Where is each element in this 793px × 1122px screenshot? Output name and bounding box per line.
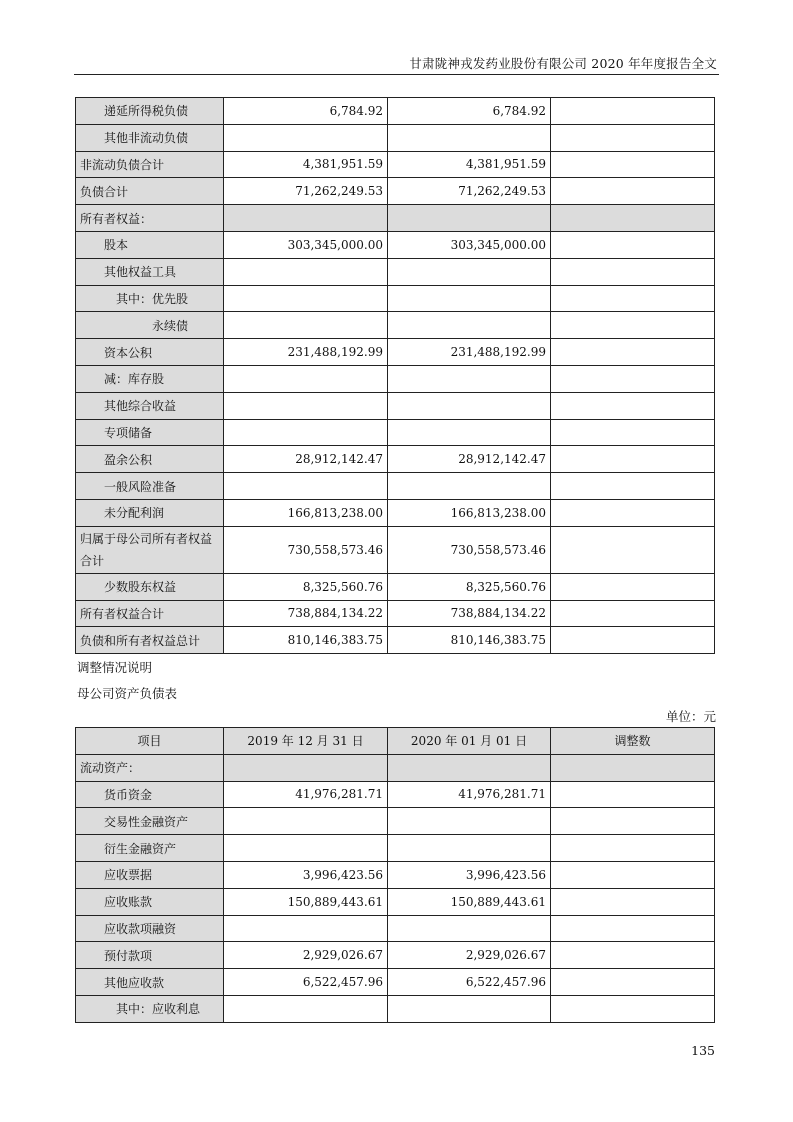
row-label: 应收账款: [76, 888, 224, 915]
table-row: [76, 969, 715, 996]
cell-2020-01-01: [388, 915, 551, 942]
cell-adjustment: [551, 573, 715, 600]
row-label: 货币资金: [76, 781, 224, 808]
cell-adjustment: [551, 446, 715, 473]
row-label: 其中：优先股: [76, 285, 224, 312]
consolidated-balance-sheet-continued-table: [75, 97, 715, 654]
cell-2019-12-31: [224, 312, 388, 339]
table-row: [76, 526, 715, 573]
cell-2019-12-31: [224, 205, 388, 232]
cell-adjustment: [551, 969, 715, 996]
page-number: 135: [691, 1043, 715, 1058]
cell-2019-12-31: 150,889,443.61: [224, 888, 388, 915]
row-label: 其他非流动负债: [76, 124, 224, 151]
cell-2019-12-31: 2,929,026.67: [224, 942, 388, 969]
cell-2019-12-31: 6,522,457.96: [224, 969, 388, 996]
row-label: 减：库存股: [76, 365, 224, 392]
cell-2019-12-31: [224, 835, 388, 862]
row-label: 预付款项: [76, 942, 224, 969]
cell-2020-01-01: 8,325,560.76: [388, 573, 551, 600]
table-row: [76, 419, 715, 446]
table-row: [76, 231, 715, 258]
cell-adjustment: [551, 205, 715, 232]
cell-adjustment: [551, 627, 715, 654]
header-divider: [74, 74, 719, 75]
table-row: [76, 392, 715, 419]
row-label: 负债和所有者权益总计: [76, 627, 224, 654]
cell-2020-01-01: 4,381,951.59: [388, 151, 551, 178]
cell-adjustment: [551, 178, 715, 205]
adjustment-note-heading: 调整情况说明: [77, 660, 153, 675]
row-label: 衍生金融资产: [76, 835, 224, 862]
header-adjustment: 调整数: [551, 728, 715, 755]
cell-2020-01-01: 2,929,026.67: [388, 942, 551, 969]
cell-2020-01-01: 150,889,443.61: [388, 888, 551, 915]
row-label: 所有者权益合计: [76, 600, 224, 627]
row-label: 资本公积: [76, 339, 224, 366]
row-label: 归属于母公司所有者权益合计: [76, 526, 224, 573]
table-row: [76, 781, 715, 808]
unit-label: 单位：元: [665, 709, 716, 724]
table-row: [76, 98, 715, 125]
row-label: 其他综合收益: [76, 392, 224, 419]
row-label: 其他应收款: [76, 969, 224, 996]
cell-2020-01-01: [388, 754, 551, 781]
cell-2019-12-31: [224, 808, 388, 835]
row-label: 其他权益工具: [76, 258, 224, 285]
cell-adjustment: [551, 339, 715, 366]
row-label: 递延所得税负债: [76, 98, 224, 125]
cell-adjustment: [551, 754, 715, 781]
cell-2020-01-01: 810,146,383.75: [388, 627, 551, 654]
cell-2019-12-31: 810,146,383.75: [224, 627, 388, 654]
table-row: [76, 573, 715, 600]
cell-adjustment: [551, 808, 715, 835]
row-label: 盈余公积: [76, 446, 224, 473]
cell-2019-12-31: 8,325,560.76: [224, 573, 388, 600]
table-row: [76, 627, 715, 654]
cell-adjustment: [551, 312, 715, 339]
table-row: [76, 339, 715, 366]
cell-2020-01-01: [388, 419, 551, 446]
row-label: 非流动负债合计: [76, 151, 224, 178]
cell-adjustment: [551, 124, 715, 151]
cell-adjustment: [551, 98, 715, 125]
cell-2020-01-01: 231,488,192.99: [388, 339, 551, 366]
cell-2019-12-31: 738,884,134.22: [224, 600, 388, 627]
header-2020-01-01: 2020 年 01 月 01 日: [388, 728, 551, 755]
cell-2019-12-31: 303,345,000.00: [224, 231, 388, 258]
cell-adjustment: [551, 915, 715, 942]
table-row: [76, 888, 715, 915]
cell-2019-12-31: [224, 995, 388, 1022]
row-label: 其中：应收利息: [76, 995, 224, 1022]
table-row: [76, 178, 715, 205]
section-label: 流动资产：: [76, 754, 224, 781]
header-2019-12-31: 2019 年 12 月 31 日: [224, 728, 388, 755]
row-label: 专项储备: [76, 419, 224, 446]
table-row: [76, 915, 715, 942]
cell-2020-01-01: [388, 285, 551, 312]
row-label: 永续债: [76, 312, 224, 339]
cell-2020-01-01: [388, 205, 551, 232]
table-row: [76, 151, 715, 178]
table-row: [76, 285, 715, 312]
row-label: 一般风险准备: [76, 473, 224, 500]
row-label: 应收款项融资: [76, 915, 224, 942]
row-label: 股本: [76, 231, 224, 258]
cell-adjustment: [551, 285, 715, 312]
table-row: [76, 312, 715, 339]
cell-adjustment: [551, 258, 715, 285]
table-row: [76, 835, 715, 862]
cell-2020-01-01: [388, 808, 551, 835]
table-row: [76, 473, 715, 500]
row-label: 未分配利润: [76, 499, 224, 526]
cell-2019-12-31: 166,813,238.00: [224, 499, 388, 526]
cell-adjustment: [551, 888, 715, 915]
cell-2020-01-01: 6,522,457.96: [388, 969, 551, 996]
table-header-row: [76, 728, 715, 755]
table-section-row: [76, 754, 715, 781]
cell-adjustment: [551, 231, 715, 258]
cell-2020-01-01: 166,813,238.00: [388, 499, 551, 526]
table-row: [76, 365, 715, 392]
cell-2020-01-01: 738,884,134.22: [388, 600, 551, 627]
cell-2020-01-01: [388, 124, 551, 151]
cell-2019-12-31: [224, 915, 388, 942]
table-row: [76, 258, 715, 285]
table-row: [76, 995, 715, 1022]
cell-2020-01-01: [388, 995, 551, 1022]
cell-2019-12-31: [224, 419, 388, 446]
cell-adjustment: [551, 499, 715, 526]
cell-2019-12-31: 231,488,192.99: [224, 339, 388, 366]
cell-adjustment: [551, 473, 715, 500]
cell-2020-01-01: 730,558,573.46: [388, 526, 551, 573]
cell-2020-01-01: 303,345,000.00: [388, 231, 551, 258]
cell-2019-12-31: 3,996,423.56: [224, 861, 388, 888]
header-item: 项目: [76, 728, 224, 755]
cell-2019-12-31: [224, 124, 388, 151]
cell-2019-12-31: 41,976,281.71: [224, 781, 388, 808]
cell-adjustment: [551, 781, 715, 808]
cell-adjustment: [551, 835, 715, 862]
cell-2019-12-31: 71,262,249.53: [224, 178, 388, 205]
cell-2020-01-01: 71,262,249.53: [388, 178, 551, 205]
table-section-row: [76, 205, 715, 232]
cell-2019-12-31: 730,558,573.46: [224, 526, 388, 573]
cell-2020-01-01: [388, 258, 551, 285]
row-label: 负债合计: [76, 178, 224, 205]
cell-adjustment: [551, 861, 715, 888]
parent-balance-sheet-title: 母公司资产负债表: [77, 686, 178, 701]
cell-adjustment: [551, 392, 715, 419]
cell-adjustment: [551, 419, 715, 446]
cell-2019-12-31: [224, 285, 388, 312]
cell-adjustment: [551, 526, 715, 573]
table-row: [76, 499, 715, 526]
cell-2020-01-01: [388, 835, 551, 862]
cell-2020-01-01: [388, 365, 551, 392]
row-label: 少数股东权益: [76, 573, 224, 600]
page-header-title: 甘肃陇神戎发药业股份有限公司 2020 年年度报告全文: [409, 56, 717, 71]
cell-adjustment: [551, 151, 715, 178]
cell-2020-01-01: 6,784.92: [388, 98, 551, 125]
parent-balance-sheet-table: [75, 727, 715, 1023]
cell-2019-12-31: 4,381,951.59: [224, 151, 388, 178]
row-label: 应收票据: [76, 861, 224, 888]
cell-adjustment: [551, 942, 715, 969]
cell-2020-01-01: 41,976,281.71: [388, 781, 551, 808]
cell-adjustment: [551, 365, 715, 392]
cell-2020-01-01: 28,912,142.47: [388, 446, 551, 473]
cell-2019-12-31: [224, 754, 388, 781]
section-label: 所有者权益：: [76, 205, 224, 232]
cell-2019-12-31: 28,912,142.47: [224, 446, 388, 473]
cell-2019-12-31: 6,784.92: [224, 98, 388, 125]
cell-2019-12-31: [224, 473, 388, 500]
cell-2020-01-01: [388, 473, 551, 500]
cell-2020-01-01: 3,996,423.56: [388, 861, 551, 888]
table-row: [76, 942, 715, 969]
table-row: [76, 861, 715, 888]
cell-2019-12-31: [224, 258, 388, 285]
row-label: 交易性金融资产: [76, 808, 224, 835]
cell-adjustment: [551, 995, 715, 1022]
table-row: [76, 600, 715, 627]
table-row: [76, 446, 715, 473]
table-row: [76, 124, 715, 151]
cell-adjustment: [551, 600, 715, 627]
cell-2020-01-01: [388, 392, 551, 419]
cell-2019-12-31: [224, 392, 388, 419]
cell-2019-12-31: [224, 365, 388, 392]
cell-2020-01-01: [388, 312, 551, 339]
table-row: [76, 808, 715, 835]
